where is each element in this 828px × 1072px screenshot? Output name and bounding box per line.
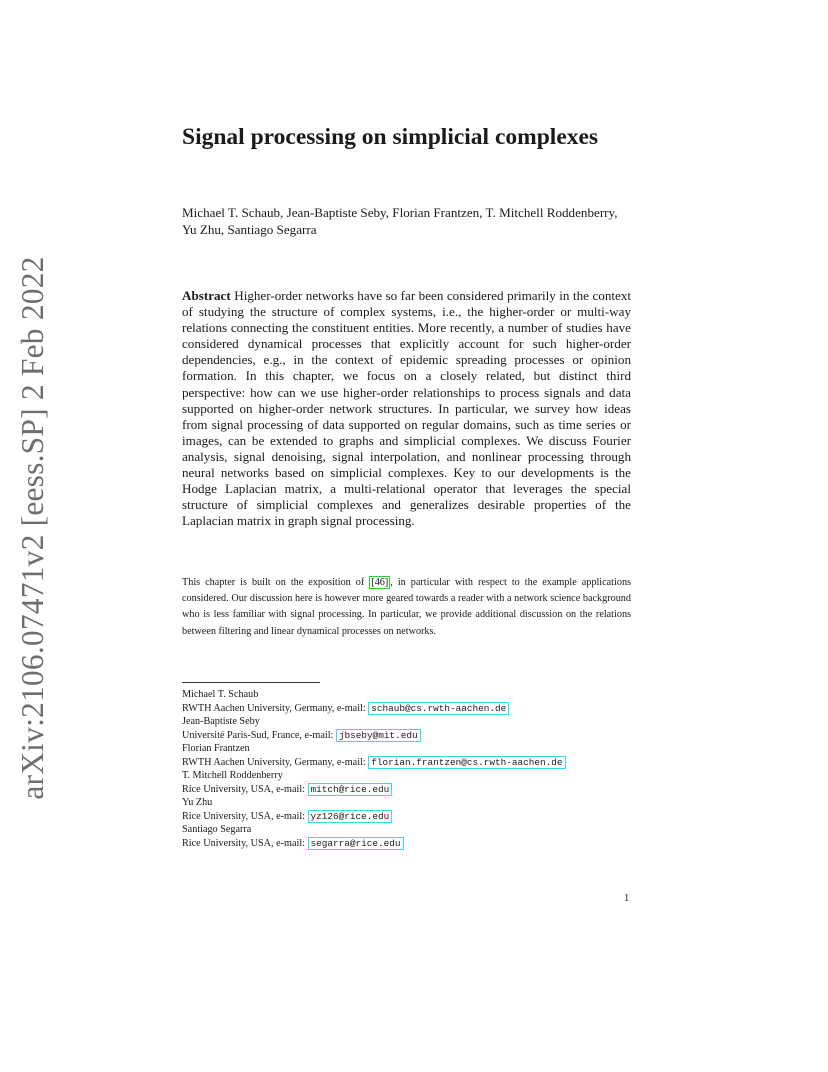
footnote-rule — [182, 682, 320, 683]
abstract-text: Higher-order networks have so far been considered primarily in the context of studying the structure of complex systems, i.e., the higher-order or multi-way relations connecting the constituent entities. More recently, a number of studies have considered dynamical processes that explicitly account for such higher-order dependencies, e.g., in the context of epidemic spreading processes or opinion formation. In this chapter, we focus on a closely related, but distinct third perspective: how can we use higher-order relationships to process signals and data supported on higher-order network structures. In particular, we survey how ideas from signal processing of data supported on regular domains, such as time series or images, can be extended to graphs and simplicial complexes. We discuss Fourier analysis, signal denoising, signal interpolation, and nonlinear processing through neural networks based on simplicial complexes. Key to our developments is the Hodge Laplacian matrix, a multi-relational operator that leverages the special structure of simplicial complexes and generalizes desirable properties of the Laplacian matrix in graph signal processing. — [182, 288, 631, 529]
arxiv-identifier: arXiv:2106.07471v2 [eess.SP] 2 Feb 2022 — [15, 256, 50, 800]
author-affiliations — [182, 688, 642, 850]
paper-title: Signal processing on simplicial complexes — [182, 124, 599, 150]
affiliation-name: Florian Frantzen — [182, 743, 250, 754]
affiliation-line — [182, 702, 642, 716]
affiliation-name: Jean-Baptiste Seby — [182, 716, 260, 727]
affiliation-line — [182, 810, 642, 824]
affiliation-line — [182, 783, 642, 797]
email-link[interactable]: mitch@rice.edu — [308, 783, 393, 796]
author-list: Michael T. Schaub, Jean-Baptiste Seby, Florian Frantzen, T. Mitchell Roddenberry, Yu Zhu, Santiago Segarra — [182, 205, 618, 237]
affiliation-name: Yu Zhu — [182, 797, 213, 808]
affiliation-org: Rice University, USA, e-mail: — [182, 810, 308, 822]
affiliation-name: Michael T. Schaub — [182, 689, 259, 700]
email-link[interactable]: jbseby@mit.edu — [336, 729, 421, 742]
email-link[interactable]: yz126@rice.edu — [308, 810, 393, 823]
affiliation-line — [182, 837, 642, 851]
abstract-label: Abstract — [182, 288, 231, 303]
chapter-note — [182, 575, 631, 640]
affiliation-org: Université Paris-Sud, France, e-mail: — [182, 729, 336, 741]
affiliation-name: T. Mitchell Roddenberry — [182, 770, 283, 781]
affiliation-line — [182, 756, 642, 770]
affiliation-line — [182, 729, 642, 743]
affiliation-org: RWTH Aachen University, Germany, e-mail: — [182, 756, 369, 768]
email-link[interactable]: schaub@cs.rwth-aachen.de — [368, 702, 509, 715]
abstract — [182, 288, 631, 529]
page-number: 1 — [624, 893, 630, 904]
note-text-start: This chapter is built on the exposition of — [182, 577, 370, 588]
email-link[interactable]: florian.frantzen@cs.rwth-aachen.de — [368, 756, 565, 769]
citation-link[interactable]: [46] — [371, 577, 389, 588]
affiliation-org: Rice University, USA, e-mail: — [182, 837, 308, 849]
email-link[interactable]: segarra@rice.edu — [308, 837, 404, 850]
affiliation-name: Santiago Segarra — [182, 824, 252, 835]
note-text-end: , in particular with respect to the example applications considered. Our discussion here is however more geared towards a reader with a network science background who is less familiar with signal processing. In particular, we provide additional discussion on the relations between filtering and linear dynamical processes on networks. — [182, 577, 631, 637]
affiliation-org: Rice University, USA, e-mail: — [182, 783, 308, 795]
affiliation-org: RWTH Aachen University, Germany, e-mail: — [182, 702, 369, 714]
